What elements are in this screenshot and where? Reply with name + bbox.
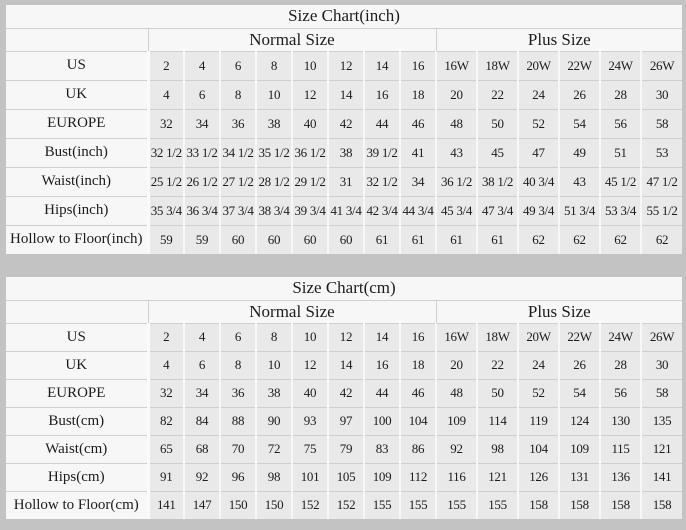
size-value-cell: 51 bbox=[600, 138, 641, 167]
size-value-cell: 46 bbox=[400, 379, 436, 407]
size-value-cell: 60 bbox=[256, 225, 292, 254]
size-value-cell: 36 3/4 bbox=[184, 196, 220, 225]
size-value-cell: 28 1/2 bbox=[256, 167, 292, 196]
size-value-cell: 59 bbox=[148, 225, 184, 254]
size-value-cell: 60 bbox=[328, 225, 364, 254]
size-value-cell: 109 bbox=[436, 407, 477, 435]
size-value-cell: 93 bbox=[292, 407, 328, 435]
size-value-cell: 16W bbox=[436, 323, 477, 351]
size-table bbox=[6, 5, 682, 254]
size-value-cell: 27 1/2 bbox=[220, 167, 256, 196]
size-value-cell: 6 bbox=[184, 80, 220, 109]
size-value-cell: 58 bbox=[641, 109, 682, 138]
size-value-cell: 60 bbox=[220, 225, 256, 254]
size-value-cell: 30 bbox=[641, 351, 682, 379]
size-value-cell: 4 bbox=[184, 323, 220, 351]
size-value-cell: 30 bbox=[641, 80, 682, 109]
row-label: EUROPE bbox=[6, 379, 148, 407]
size-value-cell: 4 bbox=[148, 351, 184, 379]
size-value-cell: 54 bbox=[559, 109, 600, 138]
size-value-cell: 41 bbox=[400, 138, 436, 167]
size-value-cell: 24W bbox=[600, 51, 641, 80]
row-label: UK bbox=[6, 80, 148, 109]
size-value-cell: 34 bbox=[184, 109, 220, 138]
size-value-cell: 62 bbox=[518, 225, 559, 254]
size-table bbox=[6, 277, 682, 519]
size-value-cell: 141 bbox=[148, 491, 184, 519]
size-value-cell: 38 1/2 bbox=[477, 167, 518, 196]
size-value-cell: 39 1/2 bbox=[364, 138, 400, 167]
size-group-header: Plus Size bbox=[436, 28, 682, 51]
size-value-cell: 24W bbox=[600, 323, 641, 351]
size-value-cell: 36 1/2 bbox=[436, 167, 477, 196]
size-value-cell: 61 bbox=[477, 225, 518, 254]
size-value-cell: 158 bbox=[641, 491, 682, 519]
table-row bbox=[6, 379, 682, 407]
size-value-cell: 105 bbox=[328, 463, 364, 491]
size-value-cell: 22W bbox=[559, 51, 600, 80]
size-value-cell: 158 bbox=[600, 491, 641, 519]
size-value-cell: 25 1/2 bbox=[148, 167, 184, 196]
size-value-cell: 40 bbox=[292, 109, 328, 138]
size-value-cell: 10 bbox=[256, 80, 292, 109]
size-value-cell: 56 bbox=[600, 379, 641, 407]
size-value-cell: 28 bbox=[600, 351, 641, 379]
size-value-cell: 12 bbox=[328, 51, 364, 80]
size-value-cell: 44 bbox=[364, 109, 400, 138]
size-value-cell: 47 1/2 bbox=[641, 167, 682, 196]
size-value-cell: 119 bbox=[518, 407, 559, 435]
size-value-cell: 155 bbox=[364, 491, 400, 519]
size-value-cell: 36 bbox=[220, 109, 256, 138]
size-value-cell: 16 bbox=[364, 80, 400, 109]
size-value-cell: 155 bbox=[477, 491, 518, 519]
size-value-cell: 61 bbox=[400, 225, 436, 254]
size-value-cell: 35 3/4 bbox=[148, 196, 184, 225]
size-value-cell: 152 bbox=[328, 491, 364, 519]
size-value-cell: 158 bbox=[518, 491, 559, 519]
size-value-cell: 38 bbox=[256, 109, 292, 138]
size-value-cell: 42 bbox=[328, 109, 364, 138]
size-value-cell: 18 bbox=[400, 80, 436, 109]
size-value-cell: 84 bbox=[184, 407, 220, 435]
size-value-cell: 50 bbox=[477, 379, 518, 407]
size-value-cell: 34 bbox=[184, 379, 220, 407]
table-row bbox=[6, 491, 682, 519]
table-row bbox=[6, 138, 682, 167]
size-value-cell: 109 bbox=[364, 463, 400, 491]
size-value-cell: 58 bbox=[641, 379, 682, 407]
size-value-cell: 38 bbox=[328, 138, 364, 167]
size-value-cell: 38 3/4 bbox=[256, 196, 292, 225]
size-value-cell: 155 bbox=[400, 491, 436, 519]
size-value-cell: 147 bbox=[184, 491, 220, 519]
size-value-cell: 14 bbox=[328, 80, 364, 109]
size-value-cell: 90 bbox=[256, 407, 292, 435]
size-value-cell: 39 3/4 bbox=[292, 196, 328, 225]
size-value-cell: 2 bbox=[148, 323, 184, 351]
size-value-cell: 104 bbox=[400, 407, 436, 435]
size-value-cell: 60 bbox=[292, 225, 328, 254]
size-value-cell: 22W bbox=[559, 323, 600, 351]
size-value-cell: 20W bbox=[518, 323, 559, 351]
row-label: UK bbox=[6, 351, 148, 379]
size-value-cell: 47 bbox=[518, 138, 559, 167]
corner-cell bbox=[6, 300, 148, 323]
size-value-cell: 45 1/2 bbox=[600, 167, 641, 196]
size-value-cell: 44 3/4 bbox=[400, 196, 436, 225]
row-label: Waist(inch) bbox=[6, 167, 148, 196]
size-value-cell: 61 bbox=[364, 225, 400, 254]
size-value-cell: 86 bbox=[400, 435, 436, 463]
row-label: Hollow to Floor(inch) bbox=[6, 225, 148, 254]
size-value-cell: 56 bbox=[600, 109, 641, 138]
size-value-cell: 59 bbox=[184, 225, 220, 254]
size-value-cell: 35 1/2 bbox=[256, 138, 292, 167]
size-value-cell: 20 bbox=[436, 351, 477, 379]
size-value-cell: 32 1/2 bbox=[364, 167, 400, 196]
size-value-cell: 38 bbox=[256, 379, 292, 407]
size-value-cell: 6 bbox=[220, 323, 256, 351]
size-value-cell: 10 bbox=[292, 51, 328, 80]
table-row bbox=[6, 225, 682, 254]
size-value-cell: 70 bbox=[220, 435, 256, 463]
size-value-cell: 116 bbox=[436, 463, 477, 491]
size-value-cell: 16 bbox=[400, 51, 436, 80]
size-value-cell: 10 bbox=[292, 323, 328, 351]
table-title: Size Chart(inch) bbox=[6, 5, 682, 28]
size-value-cell: 52 bbox=[518, 379, 559, 407]
row-label: Bust(cm) bbox=[6, 407, 148, 435]
size-value-cell: 45 3/4 bbox=[436, 196, 477, 225]
size-value-cell: 62 bbox=[600, 225, 641, 254]
size-value-cell: 150 bbox=[220, 491, 256, 519]
size-group-header: Plus Size bbox=[436, 300, 682, 323]
size-value-cell: 20W bbox=[518, 51, 559, 80]
size-value-cell: 55 1/2 bbox=[641, 196, 682, 225]
table-row bbox=[6, 435, 682, 463]
size-value-cell: 104 bbox=[518, 435, 559, 463]
row-label: Hollow to Floor(cm) bbox=[6, 491, 148, 519]
size-value-cell: 14 bbox=[364, 51, 400, 80]
size-value-cell: 62 bbox=[641, 225, 682, 254]
size-value-cell: 10 bbox=[256, 351, 292, 379]
table-row bbox=[6, 323, 682, 351]
size-value-cell: 18W bbox=[477, 51, 518, 80]
size-value-cell: 28 bbox=[600, 80, 641, 109]
size-value-cell: 40 bbox=[292, 379, 328, 407]
size-value-cell: 2 bbox=[148, 51, 184, 80]
size-value-cell: 34 bbox=[400, 167, 436, 196]
size-value-cell: 40 3/4 bbox=[518, 167, 559, 196]
size-value-cell: 91 bbox=[148, 463, 184, 491]
size-value-cell: 115 bbox=[600, 435, 641, 463]
size-value-cell: 68 bbox=[184, 435, 220, 463]
size-value-cell: 8 bbox=[220, 351, 256, 379]
size-value-cell: 158 bbox=[559, 491, 600, 519]
size-value-cell: 41 3/4 bbox=[328, 196, 364, 225]
size-value-cell: 112 bbox=[400, 463, 436, 491]
size-value-cell: 24 bbox=[518, 351, 559, 379]
size-value-cell: 49 bbox=[559, 138, 600, 167]
size-value-cell: 52 bbox=[518, 109, 559, 138]
size-value-cell: 65 bbox=[148, 435, 184, 463]
size-value-cell: 26 1/2 bbox=[184, 167, 220, 196]
size-value-cell: 135 bbox=[641, 407, 682, 435]
size-value-cell: 61 bbox=[436, 225, 477, 254]
table-row bbox=[6, 407, 682, 435]
row-label: US bbox=[6, 323, 148, 351]
size-value-cell: 4 bbox=[184, 51, 220, 80]
table-row bbox=[6, 196, 682, 225]
size-value-cell: 37 3/4 bbox=[220, 196, 256, 225]
size-value-cell: 43 bbox=[436, 138, 477, 167]
size-value-cell: 114 bbox=[477, 407, 518, 435]
table-row bbox=[6, 351, 682, 379]
size-value-cell: 26 bbox=[559, 80, 600, 109]
size-value-cell: 44 bbox=[364, 379, 400, 407]
table-row bbox=[6, 463, 682, 491]
size-value-cell: 126 bbox=[518, 463, 559, 491]
size-value-cell: 6 bbox=[220, 51, 256, 80]
size-value-cell: 29 1/2 bbox=[292, 167, 328, 196]
size-value-cell: 75 bbox=[292, 435, 328, 463]
size-value-cell: 43 bbox=[559, 167, 600, 196]
size-value-cell: 97 bbox=[328, 407, 364, 435]
table-title: Size Chart(cm) bbox=[6, 277, 682, 300]
size-value-cell: 98 bbox=[477, 435, 518, 463]
size-value-cell: 48 bbox=[436, 379, 477, 407]
size-value-cell: 26W bbox=[641, 51, 682, 80]
size-value-cell: 12 bbox=[328, 323, 364, 351]
size-value-cell: 32 bbox=[148, 379, 184, 407]
size-value-cell: 53 bbox=[641, 138, 682, 167]
size-value-cell: 26 bbox=[559, 351, 600, 379]
size-value-cell: 92 bbox=[436, 435, 477, 463]
size-value-cell: 24 bbox=[518, 80, 559, 109]
size-value-cell: 42 bbox=[328, 379, 364, 407]
table-row bbox=[6, 167, 682, 196]
size-value-cell: 100 bbox=[364, 407, 400, 435]
size-value-cell: 16W bbox=[436, 51, 477, 80]
size-value-cell: 8 bbox=[256, 51, 292, 80]
size-value-cell: 131 bbox=[559, 463, 600, 491]
size-value-cell: 16 bbox=[400, 323, 436, 351]
size-value-cell: 8 bbox=[256, 323, 292, 351]
size-value-cell: 79 bbox=[328, 435, 364, 463]
size-value-cell: 150 bbox=[256, 491, 292, 519]
size-value-cell: 48 bbox=[436, 109, 477, 138]
size-group-header: Normal Size bbox=[148, 300, 436, 323]
size-value-cell: 92 bbox=[184, 463, 220, 491]
size-value-cell: 14 bbox=[364, 323, 400, 351]
size-group-header: Normal Size bbox=[148, 28, 436, 51]
table-row bbox=[6, 80, 682, 109]
row-label: Hips(cm) bbox=[6, 463, 148, 491]
row-label: US bbox=[6, 51, 148, 80]
size-value-cell: 26W bbox=[641, 323, 682, 351]
size-value-cell: 88 bbox=[220, 407, 256, 435]
corner-cell bbox=[6, 28, 148, 51]
size-value-cell: 46 bbox=[400, 109, 436, 138]
size-value-cell: 130 bbox=[600, 407, 641, 435]
size-value-cell: 34 1/2 bbox=[220, 138, 256, 167]
size-value-cell: 32 1/2 bbox=[148, 138, 184, 167]
size-value-cell: 18W bbox=[477, 323, 518, 351]
size-value-cell: 22 bbox=[477, 351, 518, 379]
size-value-cell: 36 bbox=[220, 379, 256, 407]
size-value-cell: 49 3/4 bbox=[518, 196, 559, 225]
size-value-cell: 82 bbox=[148, 407, 184, 435]
size-value-cell: 53 3/4 bbox=[600, 196, 641, 225]
size-value-cell: 141 bbox=[641, 463, 682, 491]
size-value-cell: 121 bbox=[477, 463, 518, 491]
size-chart-inch bbox=[6, 5, 682, 254]
size-value-cell: 50 bbox=[477, 109, 518, 138]
size-value-cell: 121 bbox=[641, 435, 682, 463]
size-value-cell: 12 bbox=[292, 351, 328, 379]
size-chart-cm bbox=[6, 277, 682, 519]
size-value-cell: 16 bbox=[364, 351, 400, 379]
table-row bbox=[6, 109, 682, 138]
size-value-cell: 12 bbox=[292, 80, 328, 109]
row-label: Hips(inch) bbox=[6, 196, 148, 225]
size-value-cell: 83 bbox=[364, 435, 400, 463]
size-value-cell: 51 3/4 bbox=[559, 196, 600, 225]
size-value-cell: 32 bbox=[148, 109, 184, 138]
size-value-cell: 96 bbox=[220, 463, 256, 491]
size-value-cell: 31 bbox=[328, 167, 364, 196]
row-label: Bust(inch) bbox=[6, 138, 148, 167]
size-value-cell: 6 bbox=[184, 351, 220, 379]
size-value-cell: 109 bbox=[559, 435, 600, 463]
size-value-cell: 98 bbox=[256, 463, 292, 491]
size-value-cell: 8 bbox=[220, 80, 256, 109]
size-value-cell: 136 bbox=[600, 463, 641, 491]
size-value-cell: 62 bbox=[559, 225, 600, 254]
size-value-cell: 22 bbox=[477, 80, 518, 109]
size-value-cell: 18 bbox=[400, 351, 436, 379]
size-value-cell: 14 bbox=[328, 351, 364, 379]
size-value-cell: 152 bbox=[292, 491, 328, 519]
size-value-cell: 124 bbox=[559, 407, 600, 435]
size-value-cell: 36 1/2 bbox=[292, 138, 328, 167]
size-value-cell: 47 3/4 bbox=[477, 196, 518, 225]
size-value-cell: 33 1/2 bbox=[184, 138, 220, 167]
size-value-cell: 4 bbox=[148, 80, 184, 109]
size-value-cell: 45 bbox=[477, 138, 518, 167]
size-value-cell: 54 bbox=[559, 379, 600, 407]
size-value-cell: 155 bbox=[436, 491, 477, 519]
table-row bbox=[6, 51, 682, 80]
row-label: Waist(cm) bbox=[6, 435, 148, 463]
size-value-cell: 42 3/4 bbox=[364, 196, 400, 225]
size-value-cell: 72 bbox=[256, 435, 292, 463]
row-label: EUROPE bbox=[6, 109, 148, 138]
size-value-cell: 101 bbox=[292, 463, 328, 491]
size-value-cell: 20 bbox=[436, 80, 477, 109]
